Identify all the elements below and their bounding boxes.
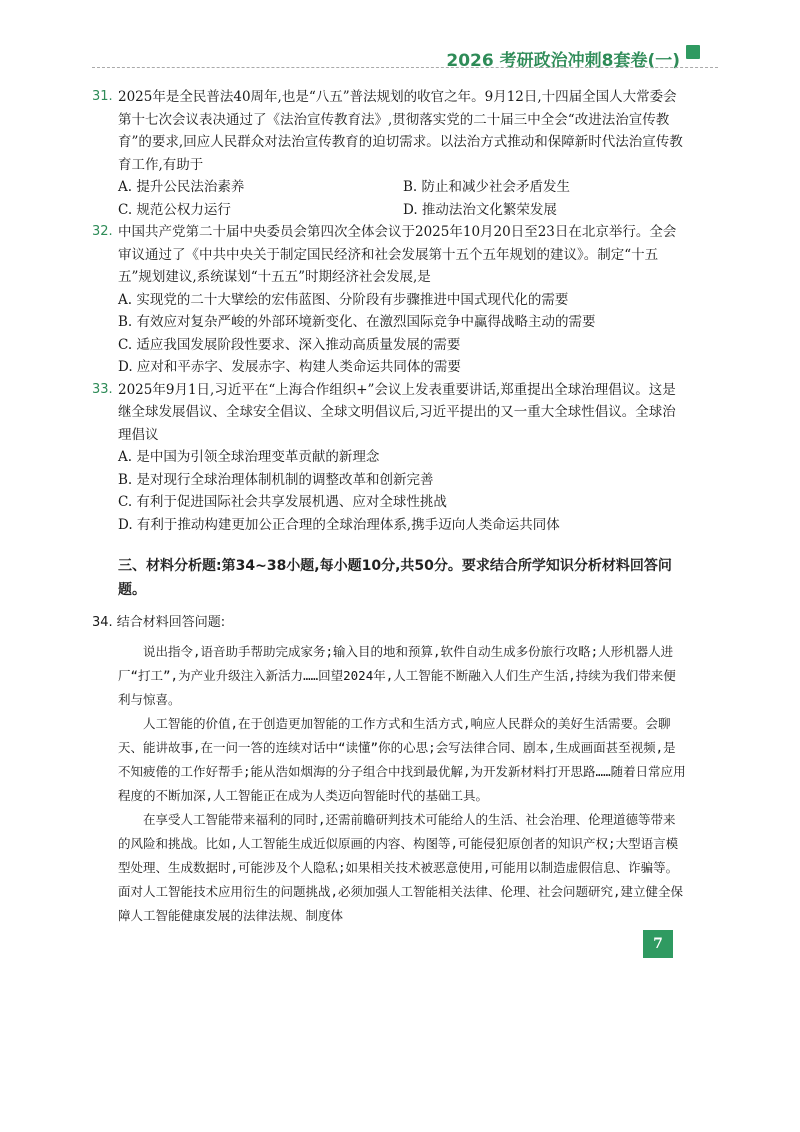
question-stem: 2025年9月1日,习近平在“上海合作组织+”会议上发表重要讲话,郑重提出全球治理倡议。这是继全球发展倡议、全球安全倡议、全球文明倡议后,习近平提出的又一重大全球性倡议。全球治理倡议 <box>118 381 676 443</box>
header-square-icon <box>686 45 700 59</box>
material-paragraph: 在享受人工智能带来福利的同时,还需前瞻研判技术可能给人的生活、社会治理、伦理道德等带来的风险和挑战。比如,人工智能生成近似原画的内容、构图等,可能侵犯原创者的知识产权;大型语言模型处理、生成数据时,可能涉及个人隐私;如果相关技术被恶意使用,可能用以制造虚假信息、诈骗等。面对人工智能技术应用衍生的问题挑战,必须加强人工智能相关法律、伦理、社会问题研究,建立健全保障人工智能健康发展的法律法规、制度体 <box>118 812 684 923</box>
header-title-text: 考研政治冲刺8套卷(一) <box>499 51 680 71</box>
question-32 <box>92 221 688 379</box>
question-34-title: 34. 结合材料回答问题: <box>92 615 226 630</box>
question-31 <box>92 86 688 221</box>
header-divider <box>92 67 718 68</box>
option-a: A. 是中国为引领全球治理变革贡献的新理念 <box>118 449 380 465</box>
page-content <box>92 86 688 928</box>
option-b: B. 有效应对复杂严峻的外部环境新变化、在激烈国际竞争中赢得战略主动的需要 <box>118 314 596 330</box>
material-text <box>118 640 688 928</box>
option-d: D. 推动法治文化繁荣发展 <box>403 201 557 218</box>
option-a: A. 提升公民法治素养 <box>118 179 245 195</box>
section-heading <box>118 554 688 602</box>
question-number: 33. <box>92 381 113 397</box>
question-34 <box>92 612 688 928</box>
header-year: 2026 <box>446 51 494 71</box>
question-number: 31. <box>92 89 113 104</box>
question-number: 32. <box>92 224 113 239</box>
option-b: B. 防止和减少社会矛盾发生 <box>403 179 571 195</box>
page-header <box>0 40 800 70</box>
question-stem: 2025年是全民普法40周年,也是“八五”普法规划的收官之年。9月12日,十四届全国人大常委会第十七次会议表决通过了《法治宣传教育法》,贯彻落实党的二十届三中全会“改进法治宣传教育”的要求,回应人民群众对法治宣传教育的迫切需求。以法治方式推动和保障新时代法治宣传教育工作,有助于 <box>118 89 683 173</box>
option-d: D. 有利于推动构建更加公正合理的全球治理体系,携手迈向人类命运共同体 <box>118 516 560 533</box>
question-33 <box>92 379 688 537</box>
option-b: B. 是对现行全球治理体制机制的调整改革和创新完善 <box>118 471 434 488</box>
option-c: C. 有利于促进国际社会共享发展机遇、应对全球性挑战 <box>118 494 447 510</box>
page-number: 7 <box>643 930 673 958</box>
options <box>118 176 688 221</box>
option-d: D. 应对和平赤字、发展赤字、构建人类命运共同体的需要 <box>118 359 461 375</box>
material-paragraph: 说出指令,语音助手帮助完成家务;输入目的地和预算,软件自动生成多份旅行攻略;人形机器人进厂“打工”,为产业升级注入新活力……回望2024年,人工智能不断融入人们生产生活,持续为我们带来便利与惊喜。 <box>118 644 676 707</box>
question-stem: 中国共产党第二十届中央委员会第四次全体会议于2025年10月20日至23日在北京举行。全会审议通过了《中共中央关于制定国民经济和社会发展第十五个五年规划的建议》。制定“十五五”规划建议,系统谋划“十五五”时期经济社会发展,是 <box>118 224 677 285</box>
option-a: A. 实现党的二十大擘绘的宏伟蓝图、分阶段有步骤推进中国式现代化的需要 <box>118 291 569 308</box>
section-description: 第34~38小题,每小题10分,共50分。要求结合所学知识分析材料回答问题。 <box>118 558 672 598</box>
option-c: C. 规范公权力运行 <box>118 201 231 218</box>
section-label: 三、材料分析题: <box>118 558 222 574</box>
option-c: C. 适应我国发展阶段性要求、深入推动高质量发展的需要 <box>118 336 461 353</box>
material-paragraph: 人工智能的价值,在于创造更加智能的工作方式和生活方式,响应人民群众的美好生活需要。会聊天、能讲故事,在一问一答的连续对话中“读懂”你的心思;会写法律合同、剧本,生成画面甚至视频,是不知疲倦的工作好帮手;能从浩如烟海的分子组合中找到最优解,为开发新材料打开思路……随着日常应用程度的不断加深,人工智能正在成为人类迈向智能时代的基础工具。 <box>118 716 686 803</box>
